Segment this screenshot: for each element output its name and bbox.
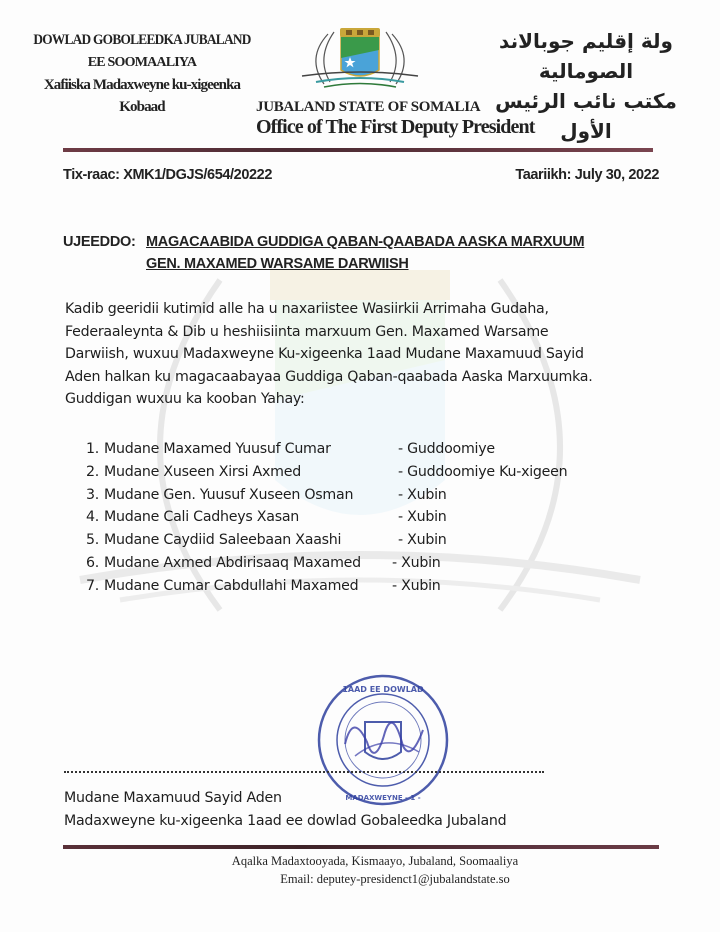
footer-email: Email: deputey-presidenct1@jubalandstate.so — [280, 872, 510, 886]
footer — [0, 852, 720, 888]
subject-line2: GEN. MAXAMED WARSAME DARWIISH — [146, 256, 409, 272]
letterhead-arabic-line1: ولة إقليم جوبالاند الصومالية — [499, 29, 673, 83]
member-number: 3. — [86, 486, 100, 503]
member-role: - Xubin — [398, 532, 447, 549]
subject-line1: MAGACAABIDA GUDDIGA QABAN-QAABADA AASKA MARXUUM — [146, 234, 585, 250]
state-name: JUBALAND STATE OF SOMALIA — [256, 99, 481, 115]
svg-text:MADAXWEYNE - 1 -: MADAXWEYNE - 1 - — [345, 794, 421, 802]
member-name: Mudane Axmed Abdirisaaq Maxamed — [104, 554, 361, 571]
coat-of-arms-icon — [298, 24, 422, 96]
letterhead-somali-line1: DOWLAD GOBOLEEDKA JUBALAND — [33, 32, 251, 48]
office-name: Office of The First Deputy President — [256, 116, 535, 138]
member-name: Mudane Xuseen Xirsi Axmed — [104, 463, 301, 480]
member-name: Mudane Gen. Yuusuf Xuseen Osman — [104, 486, 354, 503]
member-number: 1. — [86, 441, 100, 457]
member-role: - Xubin — [392, 577, 441, 594]
member-number: 4. — [86, 509, 100, 526]
body-line: Federaaleynta & Dib u heshiisiinta marxuum Gen. Maxamed Warsame — [65, 323, 549, 340]
member-role: - Xubin — [392, 554, 441, 571]
letterhead-somali — [22, 28, 262, 118]
member-role: - Xubin — [398, 486, 447, 503]
letter-date: Taariikh: July 30, 2022 — [515, 167, 659, 183]
member-role: - Xubin — [398, 509, 447, 526]
signatory-name: Mudane Maxamuud Sayid Aden — [64, 790, 282, 806]
member-number: 2. — [86, 463, 100, 480]
body-line: Kadib geeridii kutimid alle ha u naxariistee Wasiirkii Arrimaha Gudaha, — [65, 301, 549, 317]
reference-number: Tix-raac: XMK1/DGJS/654/20222 — [63, 167, 272, 183]
letter-body — [65, 298, 645, 411]
signatory-block — [64, 787, 506, 833]
letterhead-english — [256, 98, 534, 138]
member-name: Mudane Cali Cadheys Xasan — [104, 509, 300, 526]
member-number: 5. — [86, 532, 100, 549]
member-name: Mudane Maxamed Yuusuf Cumar — [104, 441, 331, 457]
signature-line — [64, 771, 544, 773]
signatory-title: Madaxweyne ku-xigeenka 1aad ee dowlad Gobaleedka Jubaland — [64, 813, 507, 829]
member-role: - Guddoomiye — [398, 441, 495, 457]
letterhead-arabic-line2: مكتب نائب الرئيس الأول — [495, 89, 677, 143]
subject-label: UJEEDDO: — [63, 234, 136, 250]
svg-text:1AAD EE DOWLAD: 1AAD EE DOWLAD — [342, 685, 424, 694]
member-number: 6. — [86, 554, 100, 571]
member-number: 7. — [86, 577, 100, 594]
member-name: Mudane Cumar Cabdullahi Maxamed — [104, 577, 359, 594]
member-name: Mudane Caydiid Saleebaan Xaashi — [104, 532, 342, 549]
footer-address: Aqalka Madaxtooyada, Kismaayo, Jubaland, Soomaaliya — [231, 854, 519, 868]
body-line: Guddigan wuxuu ka kooban Yahay: — [65, 391, 305, 407]
body-line: Aden halkan ku magacaabayaa Guddiga Qaban-qaabada Aaska Marxuumka. — [65, 368, 593, 385]
letterhead-somali-line2: EE SOOMAALIYA — [87, 55, 197, 70]
body-line: Darwiish, wuxuu Madaxweyne Ku-xigeenka 1aad Mudane Maxamuud Sayid — [65, 346, 584, 362]
member-role: - Guddoomiye Ku-xigeen — [398, 463, 568, 480]
letterhead-somali-line3: Xafiiska Madaxweyne ku-xigeenka Kobaad — [43, 77, 241, 115]
header-divider — [63, 148, 653, 152]
footer-divider — [63, 845, 659, 849]
